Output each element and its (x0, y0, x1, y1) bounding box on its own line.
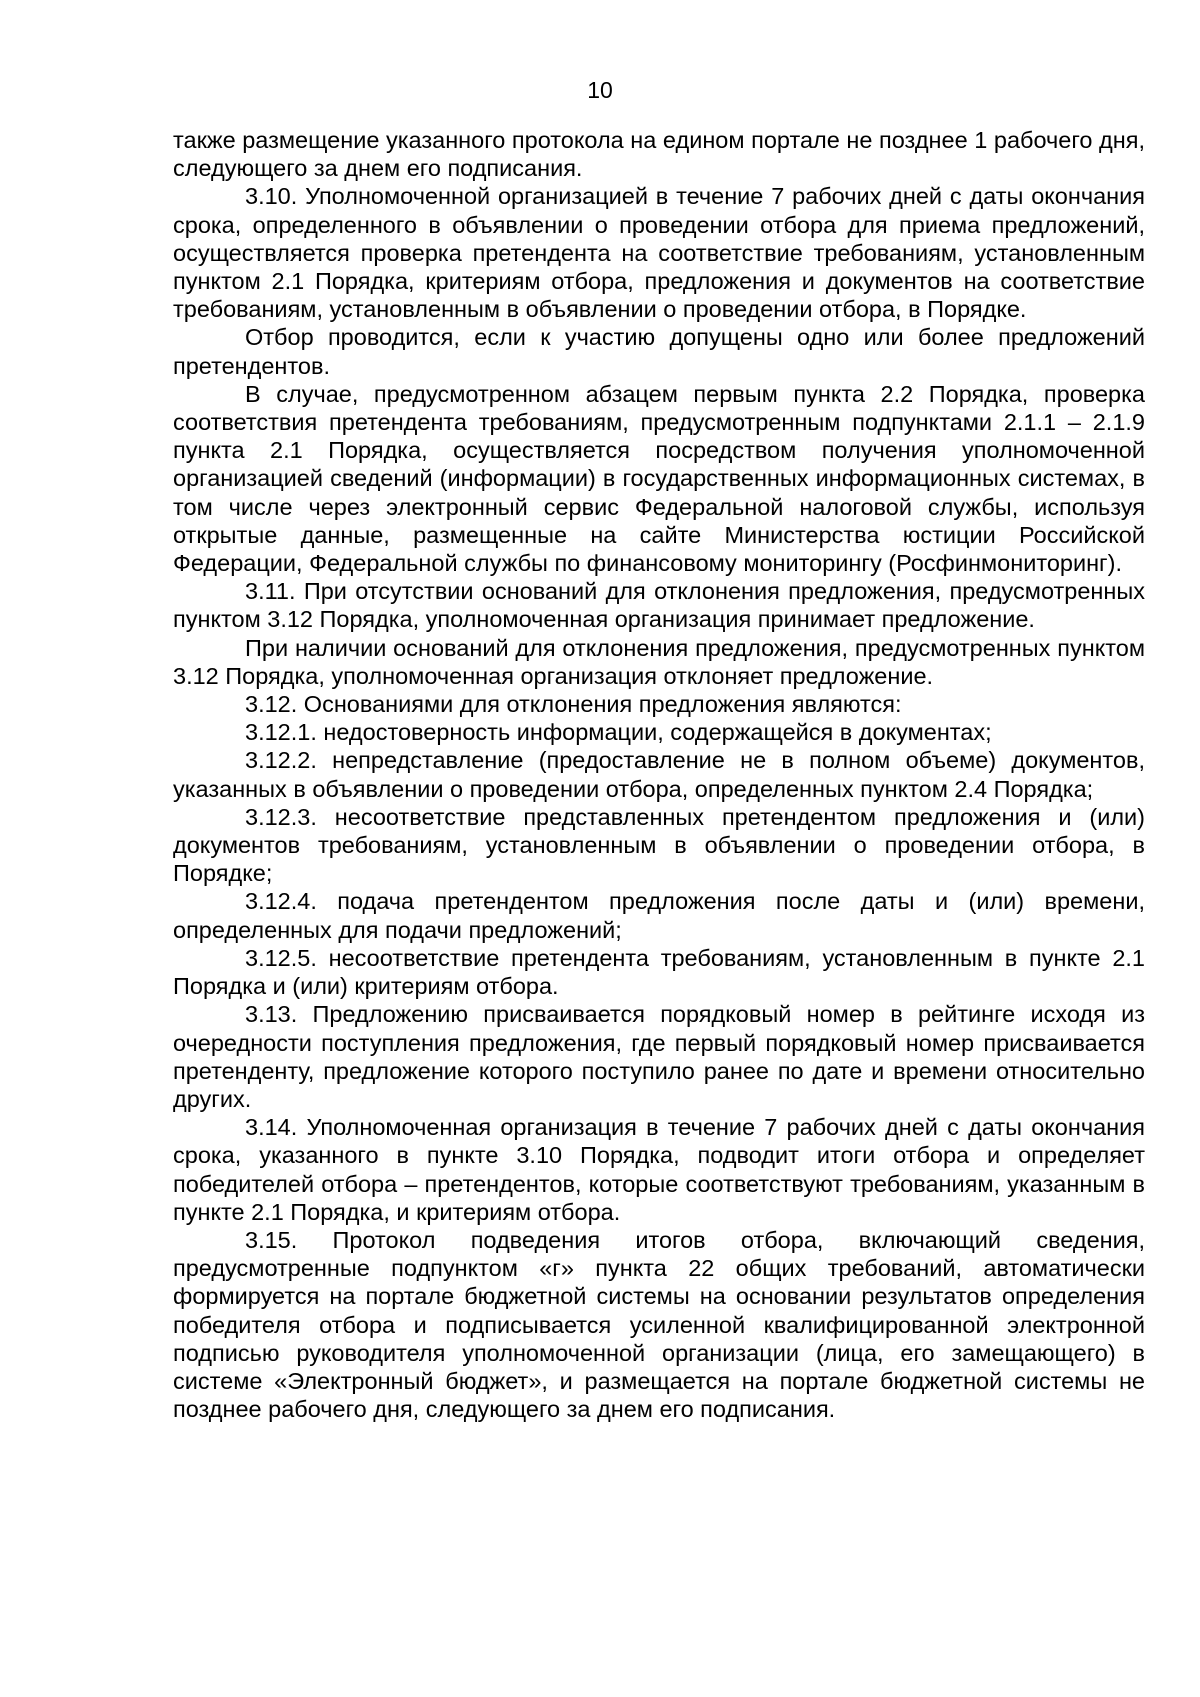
paragraph-rejection-grounds-present: При наличии оснований для отклонения предложения, предусмотренных пунктом 3.12 Порядка, уполномоченная организация отклоняет предложение. (173, 634, 1145, 689)
paragraph-continuation: также размещение указанного протокола на едином портале не позднее 1 рабочего дня, следующего за днем его подписания. (173, 127, 1145, 182)
paragraph-3-12-2: 3.12.2. непредставление (предоставление не в полном объеме) документов, указанных в объявлении о проведении отбора, определенных пунктом 2.4 Порядка; (173, 747, 1145, 802)
paragraph-3-11: 3.11. При отсутствии оснований для отклонения предложения, предусмотренных пунктом 3.12 Порядка, уполномоченная организация принимает предложение. (173, 578, 1145, 633)
paragraph-3-10: 3.10. Уполномоченной организацией в течение 7 рабочих дней с даты окончания срока, определенного в объявлении о проведении отбора для приема предложений, осуществляется проверка претендента на соответствие требованиям, установленным пунктом 2.1 Порядка, критериям отбора, предложения и документов на соответствие требованиям, установленным в объявлении о проведении отбора, в Порядке. (173, 183, 1145, 323)
paragraph-selection-condition: Отбор проводится, если к участию допущены одно или более предложений претендентов. (173, 324, 1145, 379)
paragraph-3-12-4: 3.12.4. подача претендентом предложения после даты и (или) времени, определенных для подачи предложений; (173, 888, 1145, 943)
paragraph-3-15: 3.15. Протокол подведения итогов отбора, включающий сведения, предусмотренные подпунктом «г» пункта 22 общих требований, автоматически формируется на портале бюджетной системы на основании результатов определения победителя отбора и подписывается усиленной квалифицированной электронной подписью руководителя уполномоченной организации (лица, его замещающего) в системе «Электронный бюджет», и размещается на портале бюджетной системы не позднее рабочего дня, следующего за днем его подписания. (173, 1226, 1145, 1423)
paragraph-3-12-1: 3.12.1. недостоверность информации, содержащейся в документах; (245, 719, 992, 746)
paragraph-verification-case: В случае, предусмотренном абзацем первым пункта 2.2 Порядка, проверка соответствия претендента требованиям, предусмотренным подпунктами 2.1.1 – 2.1.9 пункта 2.1 Порядка, осуществляется посредством получения уполномоченной организацией сведений (информации) в государственных информационных системах, в том числе через электронный сервис Федеральной налоговой службы, используя открытые данные, размещенные на сайте Министерства юстиции Российской Федерации, Федеральной службы по финансовому мониторингу (Росфинмониторинг). (173, 380, 1145, 577)
page-number: 10 (587, 77, 613, 103)
paragraph-3-12-5: 3.12.5. несоответствие претендента требованиям, установленным в пункте 2.1 Порядка и (или) критериям отбора. (173, 944, 1145, 1000)
document-body (173, 126, 1145, 1423)
paragraph-3-13: 3.13. Предложению присваивается порядковый номер в рейтинге исходя из очередности поступления предложения, где первый порядковый номер присваивается претенденту, предложение которого поступило ранее по дате и времени относительно других. (173, 1001, 1145, 1112)
paragraph-3-14: 3.14. Уполномоченная организация в течение 7 рабочих дней с даты окончания срока, указанного в пункте 3.10 Порядка, подводит итоги отбора и определяет победителей отбора – претендентов, которые соответствуют требованиям, указанным в пункте 2.1 Порядка, и критериям отбора. (173, 1114, 1145, 1225)
paragraph-3-12: 3.12. Основаниями для отклонения предложения являются: (245, 691, 902, 718)
paragraph-3-12-3: 3.12.3. несоответствие представленных претендентом предложения и (или) документов требованиям, установленным в объявлении о проведении отбора, в Порядке; (173, 803, 1145, 887)
